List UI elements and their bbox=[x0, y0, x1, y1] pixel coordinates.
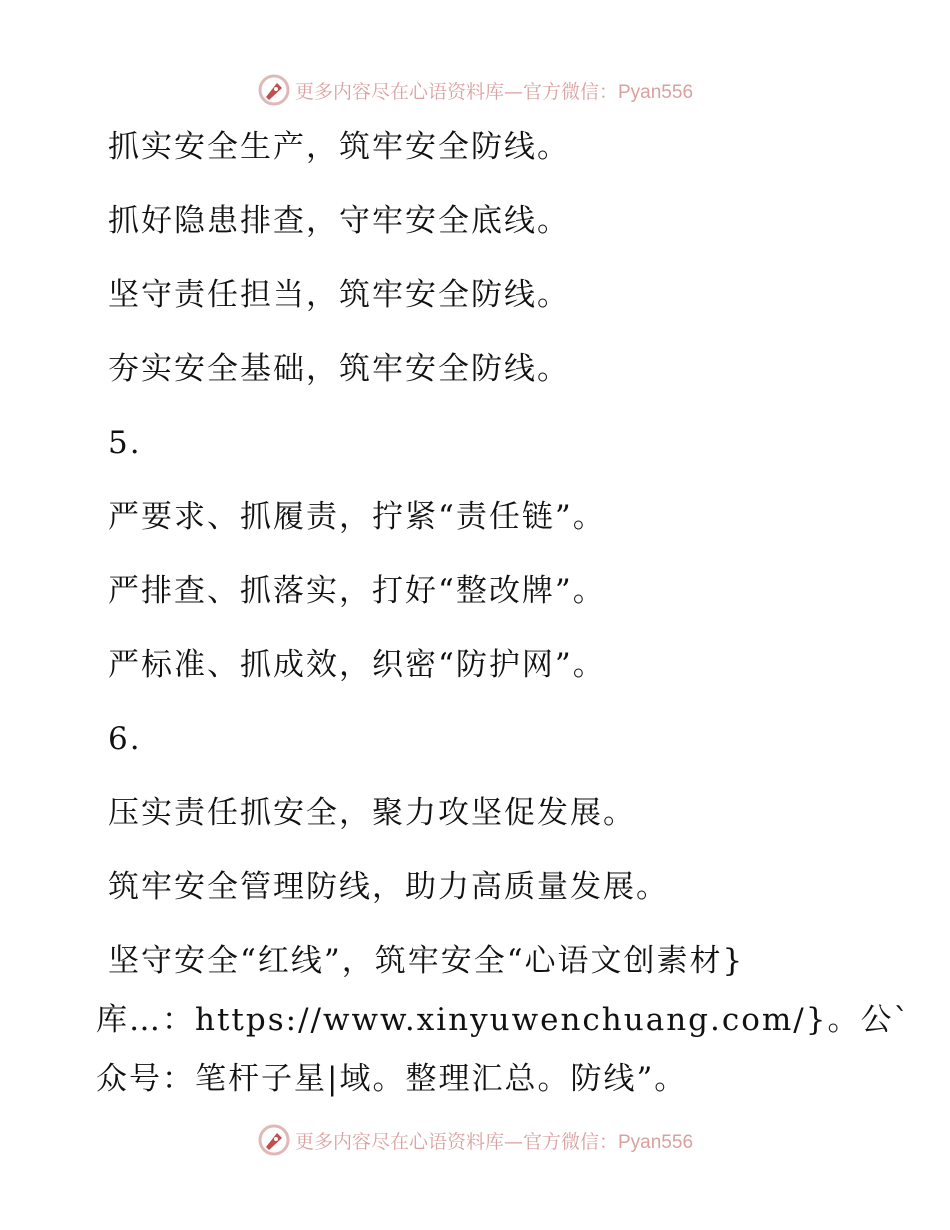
text-line: 抓好隐患排查，守牢安全底线。 bbox=[108, 203, 570, 239]
header-watermark bbox=[0, 70, 950, 110]
watermark-id: Pyan556 bbox=[618, 81, 694, 103]
pen-nib-logo-icon bbox=[257, 1123, 291, 1157]
text-line: 坚守责任担当，筑牢安全防线。 bbox=[108, 277, 570, 313]
text-line: 抓实安全生产，筑牢安全防线。 bbox=[108, 129, 570, 165]
watermark-text: 更多内容尽在心语资料库—官方微信：Pyan556 bbox=[294, 80, 694, 103]
section-number: 6. bbox=[108, 721, 142, 757]
text-line: 压实责任抓安全，聚力攻坚促发展。 bbox=[108, 795, 636, 831]
text-line: 筑牢安全管理防线，助力高质量发展。 bbox=[108, 869, 669, 905]
text-line: 夯实安全基础，筑牢安全防线。 bbox=[108, 351, 570, 387]
section-number: 5. bbox=[108, 425, 142, 461]
text-line: 库…：https://www.xinyuwenchuang.com/}。公` bbox=[96, 1002, 911, 1038]
text-line: 严标准、抓成效，织密“防护网”。 bbox=[108, 647, 606, 683]
watermark-id: Pyan556 bbox=[618, 1131, 694, 1153]
watermark-text: 更多内容尽在心语资料库—官方微信：Pyan556 bbox=[294, 1130, 694, 1153]
pen-nib-logo-icon bbox=[257, 73, 291, 107]
text-line: 严要求、抓履责，拧紧“责任链”。 bbox=[108, 499, 606, 535]
text-line: 严排查、抓落实，打好“整改牌”。 bbox=[108, 573, 606, 609]
text-line: 坚守安全“红线”，筑牢安全“心语文创素材} bbox=[108, 943, 745, 979]
text-line: 众号：笔杆子星|域。整理汇总。防线”。 bbox=[96, 1061, 688, 1097]
footer-watermark bbox=[0, 1120, 950, 1160]
